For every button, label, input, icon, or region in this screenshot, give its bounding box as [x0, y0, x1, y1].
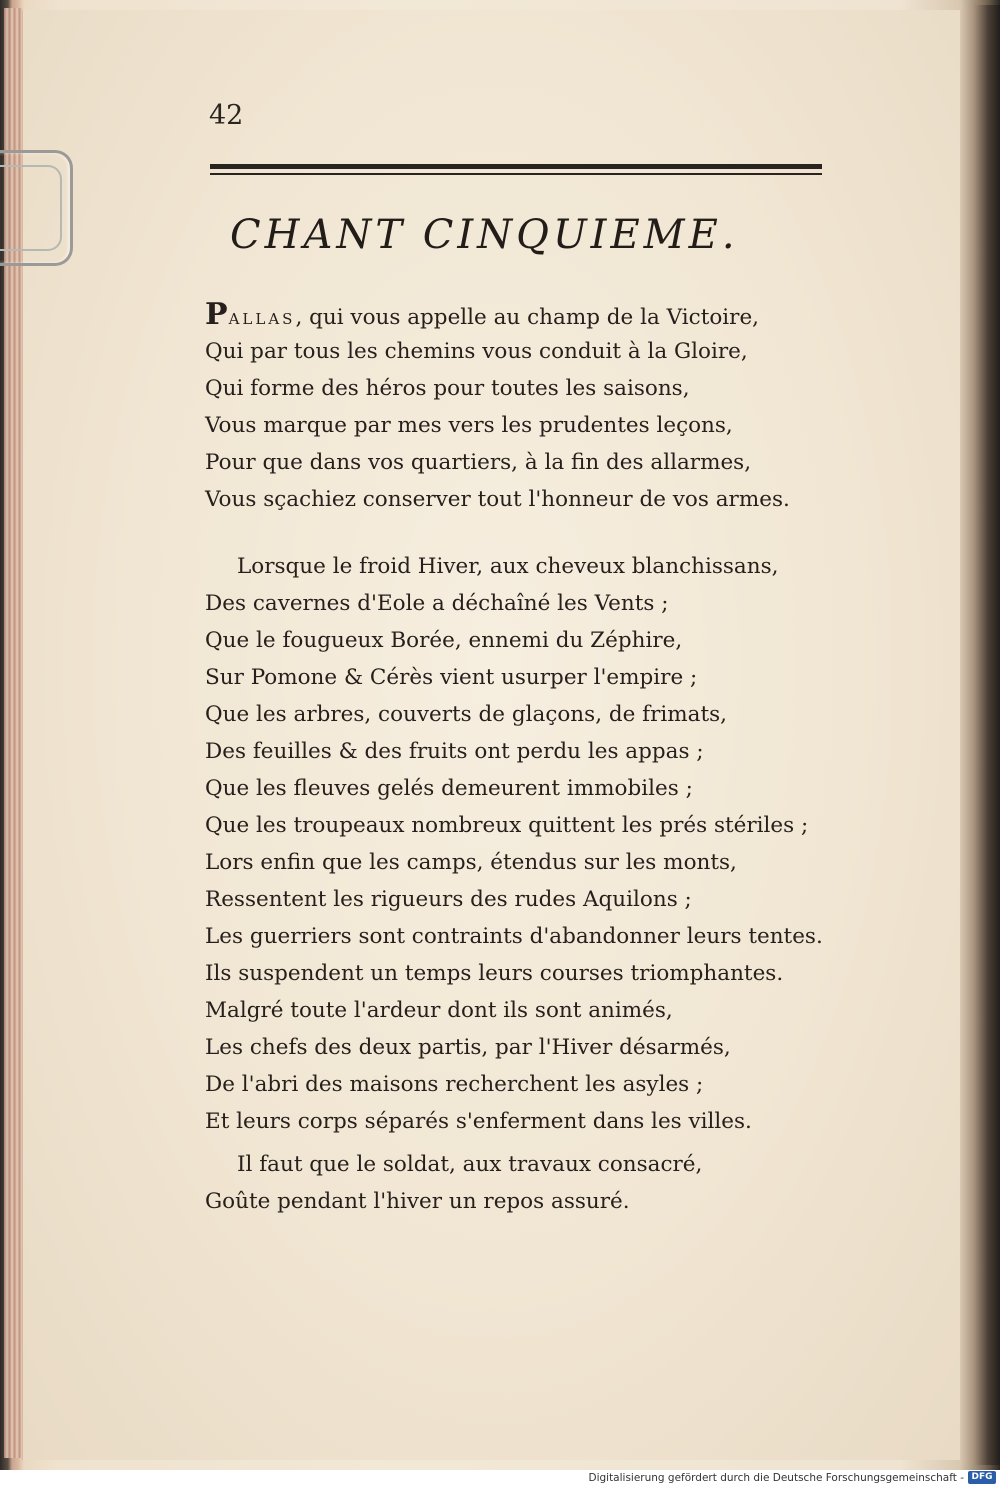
verse-line: Goûte pendant l'hiver un repos assuré. — [205, 1189, 630, 1214]
verse-line: Il faut que le soldat, aux travaux consacré, — [237, 1152, 703, 1177]
drop-cap: P — [205, 297, 229, 332]
verse-line: Vous sçachiez conserver tout l'honneur de vos armes. — [205, 487, 790, 512]
funding-notice: Digitalisierung gefördert durch die Deutsche Forschungsgemeinschaft - — [588, 1472, 964, 1484]
verse-line-rest: , qui vous appelle au champ de la Victoire, — [295, 305, 760, 330]
page-number: 42 — [209, 100, 244, 131]
verse-line: Lorsque le froid Hiver, aux cheveux blanchissans, — [237, 554, 779, 579]
dfg-logo: DFG — [968, 1471, 996, 1484]
verse-line: Les chefs des deux partis, par l'Hiver désarmés, — [205, 1035, 731, 1060]
book-spine-shadow — [960, 5, 1000, 1465]
verse-line: Sur Pomone & Cérès vient usurper l'empire ; — [205, 665, 698, 690]
page-clip-inner — [0, 165, 62, 251]
verse-line: Lors enfin que les camps, étendus sur les monts, — [205, 850, 737, 875]
verse-line: Des feuilles & des fruits ont perdu les appas ; — [205, 739, 704, 764]
header-rule-thin — [210, 173, 822, 175]
stanza-2 — [205, 548, 845, 1140]
verse-line: De l'abri des maisons recherchent les asyles ; — [205, 1072, 704, 1097]
verse-line: Qui par tous les chemins vous conduit à la Gloire, — [205, 339, 748, 364]
verse-line: Des cavernes d'Eole a déchaîné les Vents ; — [205, 591, 669, 616]
verse-line: Les guerriers sont contraints d'abandonner leurs tentes. — [205, 924, 823, 949]
verse-line: Malgré toute l'ardeur dont ils sont animés, — [205, 998, 673, 1023]
small-caps-word: ALLAS — [228, 310, 296, 328]
stanza-3 — [205, 1146, 845, 1220]
verse-line: Que les arbres, couverts de glaçons, de frimats, — [205, 702, 728, 727]
verse-line: Que les troupeaux nombreux quittent les prés stériles ; — [205, 813, 809, 838]
header-rule-thick — [210, 164, 822, 169]
verse-line: Ressentent les rigueurs des rudes Aquilons ; — [205, 887, 692, 912]
chant-title: CHANT CINQUIEME. — [230, 212, 739, 258]
verse-line: Que les fleuves gelés demeurent immobiles ; — [205, 776, 693, 801]
verse-line — [205, 296, 845, 333]
verse-line: Que le fougueux Borée, ennemi du Zéphire, — [205, 628, 683, 653]
verse-line: Pour que dans vos quartiers, à la fin des allarmes, — [205, 450, 752, 475]
verse-line: Ils suspendent un temps leurs courses triomphantes. — [205, 961, 784, 986]
verse-line: Vous marque par mes vers les prudentes leçons, — [205, 413, 733, 438]
verse-line: Et leurs corps séparés s'enferment dans les villes. — [205, 1109, 752, 1134]
stanza-1 — [205, 296, 845, 518]
verse-line: Qui forme des héros pour toutes les saisons, — [205, 376, 690, 401]
